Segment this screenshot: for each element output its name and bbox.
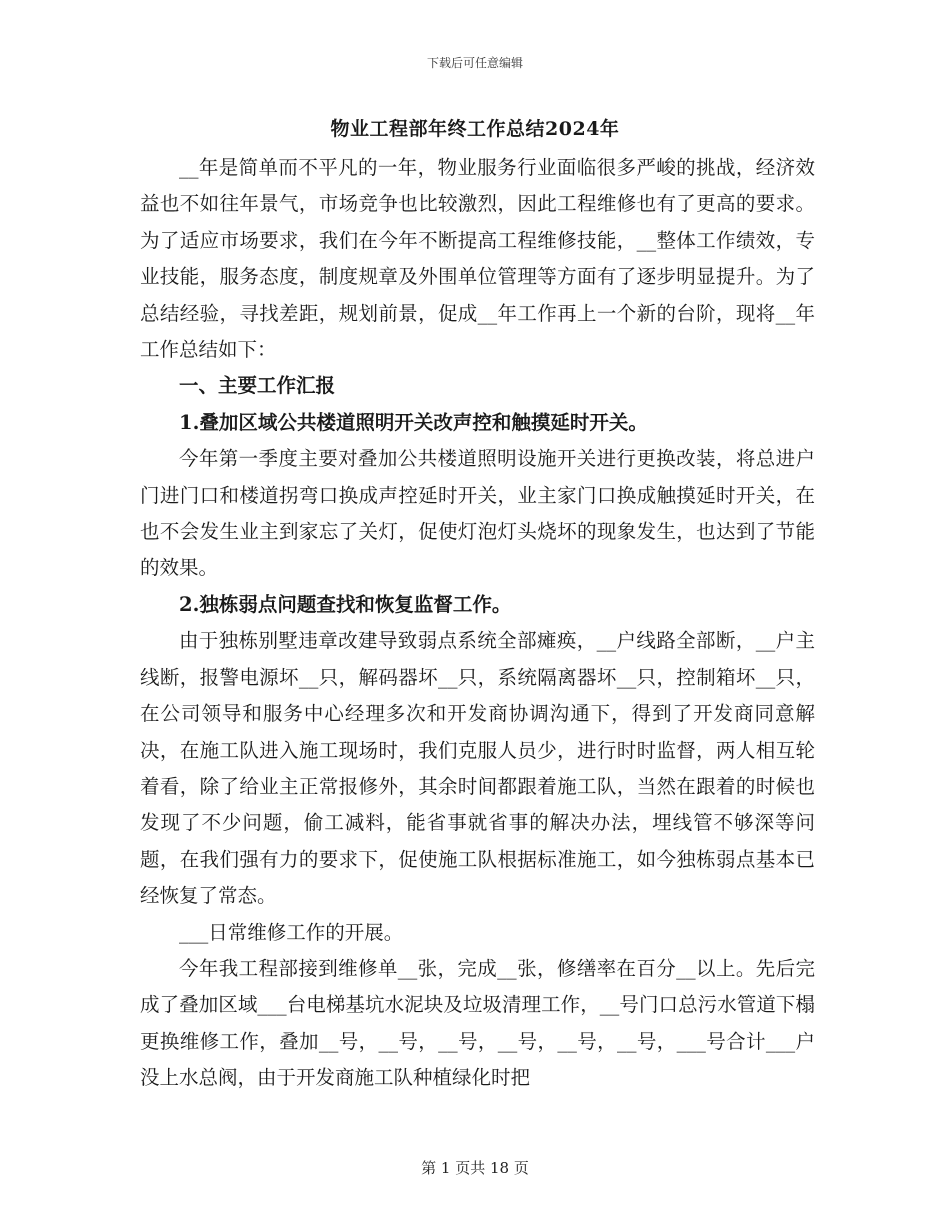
paragraph-maintenance: 今年我工程部接到维修单__张，完成__张，修缮率在百分__以上。先后完成了叠加区域___台电梯基坑水泥块及垃圾清理工作，__号门口总污水管道下榻更换维修工作，叠加__号，__号，__号，__号，__号，__号，___号合计___户没上水总阀，由于开发商施工队种植绿化时把: [140, 956, 815, 1090]
paragraph-lighting: 今年第一季度主要对叠加公共楼道照明设施开关进行更换改装，将总进户门进门口和楼道拐弯口换成声控延时开关，业主家门口换成触摸延时开关，在也不会发生业主到家忘了关灯，促使灯泡灯头烧坏的现象发生，也达到了节能的效果。: [140, 447, 815, 580]
subsection-heading-3: ___日常维修工作的开展。: [179, 920, 404, 944]
subsection-heading-2: 2.独栋弱点问题查找和恢复监督工作。: [179, 592, 512, 616]
document-title: 物业工程部年终工作总结2024年: [330, 118, 620, 140]
paragraph-weak-current: 由于独栋别墅违章改建导致弱点系统全部瘫痪，__户线路全部断，__户主线断，报警电源坏__只，解码器坏__只，系统隔离器坏__只，控制箱坏__只，在公司领导和服务中心经理多次和开发商协调沟通下，得到了开发商同意解决，在施工队进入施工现场时，我们克服人员少，进行时时监督，两人相互轮着看，除了给业主正常报修外，其余时间都跟着施工队，当然在跟着的时候也发现了不少问题，偷工减料，能省事就省事的解决办法，埋线管不够深等问题，在我们强有力的要求下，促使施工队根据标准施工，如今独栋弱点基本已经恢复了常态。: [140, 629, 815, 908]
page-header-note: 下载后可任意编辑: [426, 56, 523, 70]
subsection-heading-1: 1.叠加区域公共楼道照明开关改声控和触摸延时开关。: [179, 410, 648, 434]
section-heading: 一、主要工作汇报: [179, 374, 336, 398]
page-number: 第 1 页共 18 页: [421, 1159, 529, 1177]
intro-paragraph: __年是简单而不平凡的一年，物业服务行业面临很多严峻的挑战，经济效益也不如往年景气，市场竞争也比较激烈，因此工程维修也有了更高的要求。为了适应市场要求，我们在今年不断提高工程维修技能，__整体工作绩效，专业技能，服务态度，制度规章及外围单位管理等方面有了逐步明显提升。为了总结经验，寻找差距，规划前景，促成__年工作再上一个新的台阶，现将__年工作总结如下：: [140, 156, 815, 362]
document-body: [140, 150, 815, 1097]
